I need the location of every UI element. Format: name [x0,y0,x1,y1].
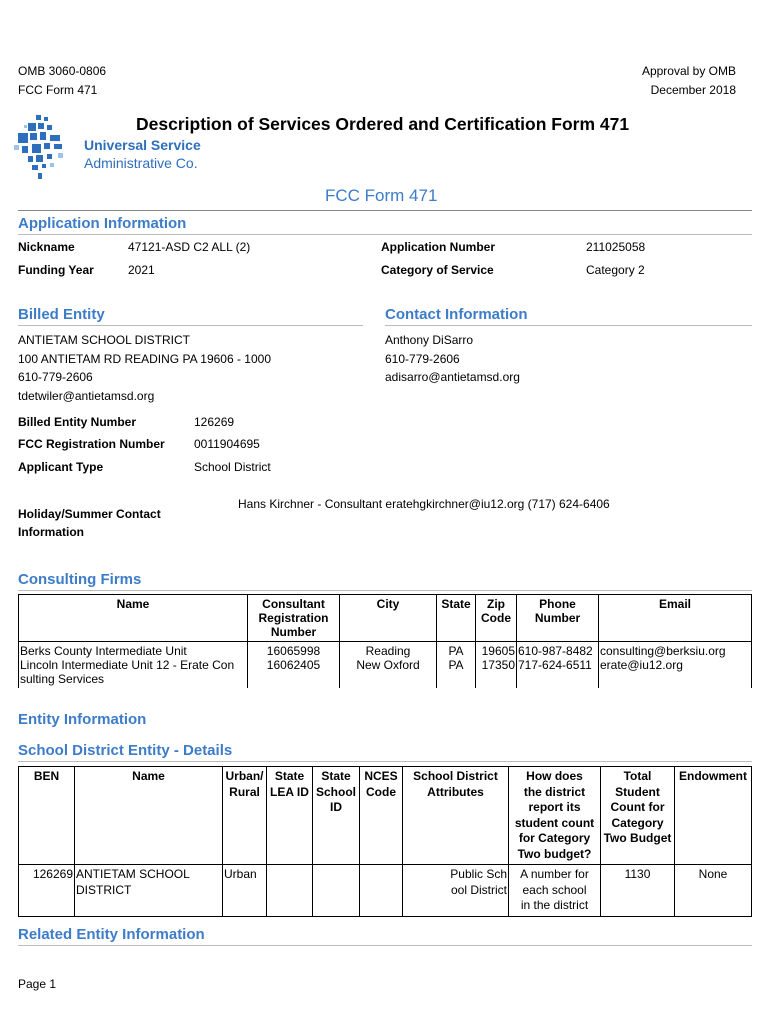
contact-divider [385,325,752,326]
app-divider [18,234,752,235]
entity-total-count: 1130 [601,865,675,917]
entity-divider [18,761,752,762]
entity-header-row [19,767,752,865]
col-state-lea: State LEA ID [267,767,313,865]
col-state-school: State School ID [313,767,360,865]
holiday-contact-value: Hans Kirchner - Consultant eratehgkirchner@iu12.org (717) 624-6406 [238,497,610,511]
related-entity-heading: Related Entity Information [18,926,205,943]
firm-city: Reading New Oxford [340,642,437,689]
approval-text: Approval by OMB [641,64,736,78]
omb-header-left [18,62,106,100]
col-consultant-reg: Consultant Registration Number [248,595,340,642]
omb-header-right [642,62,736,100]
billed-entity-name: ANTIETAM SCHOOL DISTRICT [18,333,191,347]
col-zip: Zip Code [476,595,517,642]
entity-lea [267,865,313,917]
contact-email: adisarro@antietamsd.org [385,370,520,384]
entity-ben: 126269 [19,865,75,917]
billed-entity-address: 100 ANTIETAM RD READING PA 19606 - 1000 [18,351,271,366]
omb-number: OMB 3060-0806 [18,64,107,78]
approval-date: December 2018 [650,83,736,97]
col-nces: NCES Code [360,767,403,865]
related-divider [18,945,752,946]
contact-info-heading: Contact Information [385,306,528,323]
holiday-label-line-2: Information [18,525,84,539]
col-ben: BEN [19,767,75,865]
firm-phone: 610-987-8482 717-624-6511 [517,642,599,689]
firm-state: PA PA [437,642,476,689]
col-count-method: How does the district report its student count for Category Two budget? [509,767,601,865]
firm-name: Berks County Intermediate Unit Lincoln Intermediate Unit 12 - Erate Con sulting Services [19,642,248,689]
applicant-type-label: Applicant Type [18,460,104,474]
entity-nces [360,865,403,917]
contact-name: Anthony DiSarro [385,333,474,347]
table-row [19,642,752,689]
category-label: Category of Service [381,263,494,277]
logo-line-2: Administrative Co. [84,155,198,171]
holiday-label-line-1: Holiday/Summer Contact [18,507,161,521]
firm-zip: 19605 17350 [476,642,517,689]
entity-count-method: A number for each school in the district [509,865,601,917]
usac-logo [14,113,214,185]
nickname-label: Nickname [18,240,75,254]
title-divider [18,210,752,211]
applicant-type-value: School District [194,460,271,474]
entity-school-id [313,865,360,917]
holiday-contact-label [18,505,161,541]
col-email: Email [599,595,752,642]
logo-line-1: Universal Service [84,137,201,153]
col-urban-rural: Urban/ Rural [223,767,267,865]
col-city: City [340,595,437,642]
usac-logo-icon [14,113,84,185]
table-row [19,865,752,917]
col-state: State [437,595,476,642]
billed-entity-email: tdetwiler@antietamsd.org [18,388,155,403]
entity-attributes: Public Sch ool District [403,865,509,917]
col-name: Name [19,595,248,642]
entity-info-heading: Entity Information [18,711,147,728]
col-total-count: Total Student Count for Category Two Budget [601,767,675,865]
entity-endowment: None [675,865,752,917]
firm-crn: 16065998 16062405 [248,642,340,689]
form-title: FCC Form 471 [325,186,438,205]
col-phone: Phone Number [517,595,599,642]
contact-block [385,331,520,387]
funding-year-label: Funding Year [18,263,94,277]
category-value: Category 2 [586,263,645,277]
billed-entity-address-block [18,331,271,405]
page-number: Page 1 [18,977,57,991]
billed-divider [18,325,363,326]
ben-value: 126269 [194,415,235,429]
application-info-heading: Application Information [18,215,187,232]
consulting-firms-table [18,594,752,688]
application-number-label: Application Number [381,240,496,254]
form-number: FCC Form 471 [18,83,98,97]
document-title: Description of Services Ordered and Certification Form 471 [136,114,630,134]
fcc-reg-label: FCC Registration Number [18,437,165,451]
school-district-details-heading: School District Entity - Details [18,742,233,759]
nickname-value: 47121-ASD C2 ALL (2) [128,240,251,254]
col-attributes: School District Attributes [403,767,509,865]
consulting-firms-heading: Consulting Firms [18,571,142,588]
consulting-divider [18,590,752,591]
fcc-reg-value: 0011904695 [194,437,260,451]
contact-phone: 610-779-2606 [385,351,460,366]
ben-label: Billed Entity Number [18,415,137,429]
school-district-table [18,766,752,917]
funding-year-value: 2021 [128,263,155,277]
application-number-value: 211025058 [586,240,646,254]
col-endowment: Endowment [675,767,752,865]
firm-email: consulting@berksiu.org erate@iu12.org [599,642,752,689]
billed-entity-heading: Billed Entity [18,306,105,323]
consulting-header-row [19,595,752,642]
billed-entity-phone: 610-779-2606 [18,370,93,384]
col-entity-name: Name [75,767,223,865]
entity-urban: Urban [223,865,267,917]
entity-name: ANTIETAM SCHOOL DISTRICT [75,865,223,917]
